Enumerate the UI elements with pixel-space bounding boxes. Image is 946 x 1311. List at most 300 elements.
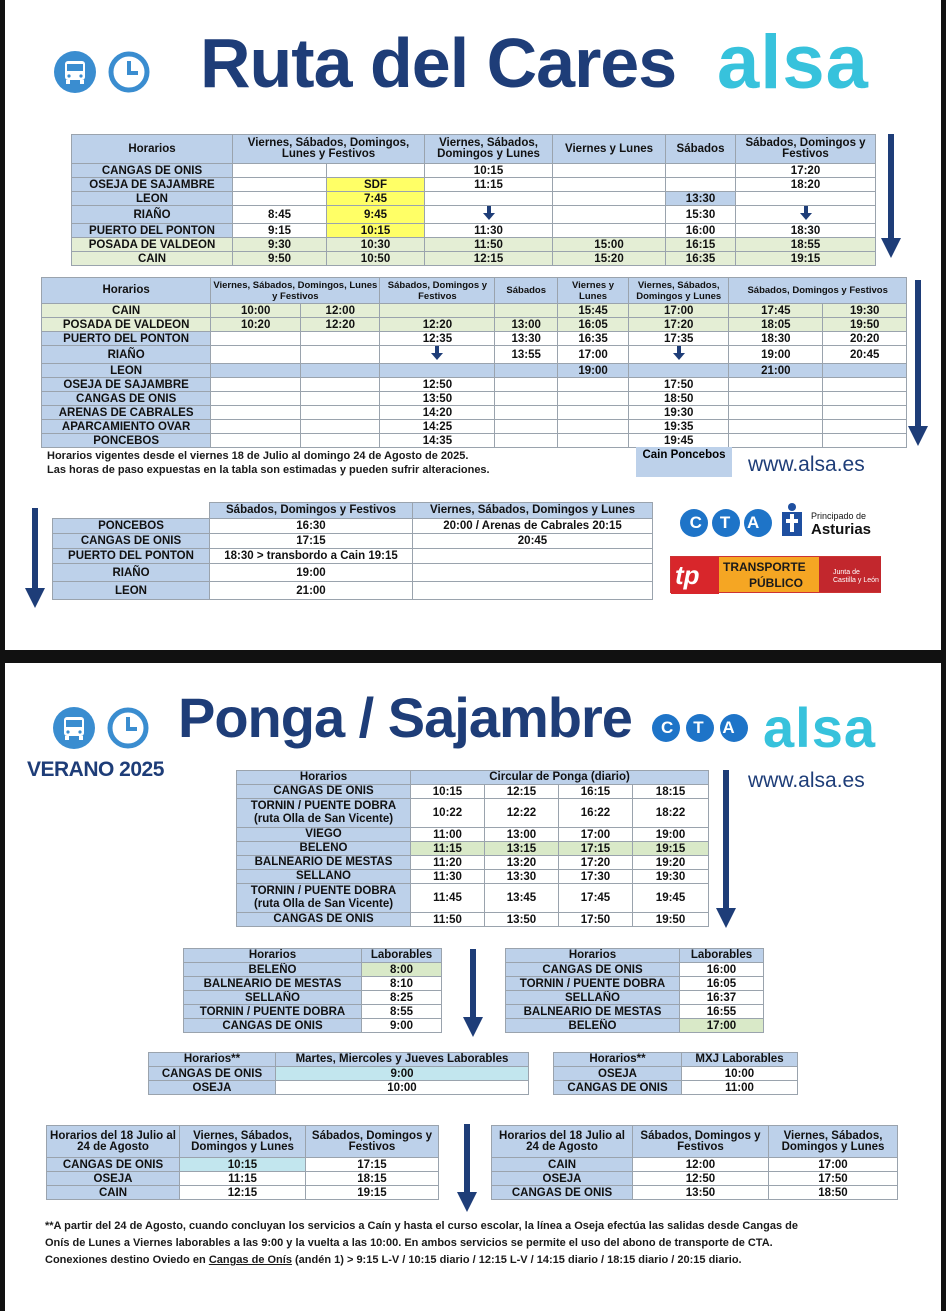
asturias-small-text: Principado de [811, 511, 867, 521]
table-cell: 19:00 [633, 828, 709, 842]
validity-note: Horarios vigentes desde el viernes 18 de Julio al domingo 24 de Agosto de 2025. [47, 450, 469, 462]
table-cell: 18:15 [306, 1172, 439, 1186]
table-cell: 16:30 [210, 519, 413, 534]
table-row [72, 164, 876, 178]
footnote-line: **A partir del 24 de Agosto, cuando concluyan los servicios a Caín y hasta el curso escolar, la línea a Oseja efectúa las salidas desde Cangas de [45, 1220, 798, 1232]
table-cell [211, 378, 301, 392]
table-cell: POSADA DE VALDEON [72, 238, 233, 252]
table-cell: 16:15 [559, 785, 633, 799]
bus-icon [52, 706, 96, 750]
table-cell: 13:30 [485, 870, 559, 884]
table-cell [823, 378, 907, 392]
header-cell: Horarios [72, 135, 233, 164]
table-cell [425, 206, 553, 224]
header-cell: Horarios [184, 949, 362, 963]
footnote-text: Conexiones destino Oviedo en [45, 1254, 209, 1266]
header-cell: Viernes, Sábados, Domingos y Lunes [629, 278, 729, 304]
oseja-return-mxj-table [553, 1052, 798, 1095]
table-cell: VIEGO [237, 828, 411, 842]
table-row [554, 1067, 798, 1081]
table-cell: 13:30 [495, 332, 558, 346]
table-cell: CANGAS DE ONIS [184, 1019, 362, 1033]
table-cell: 15:30 [666, 206, 736, 224]
table-cell: 18:30 [736, 224, 876, 238]
table-cell: 10:15 [180, 1158, 306, 1172]
table-cell: 17:20 [629, 318, 729, 332]
table-cell [495, 364, 558, 378]
header-cell: Horarios** [554, 1053, 682, 1067]
table-cell [823, 420, 907, 434]
tp-text-1: TRANSPORTE [723, 560, 806, 574]
alsa-logo: alsa [717, 20, 869, 105]
table-cell: 11:15 [411, 842, 485, 856]
footnote-line: Onís de Lunes a Viernes laborables a las 9:00 y la vuelta a las 10:00. En ambos servicios se permite el uso del abono de transporte de CTA. [45, 1237, 773, 1249]
table-cell: 17:15 [210, 534, 413, 549]
table-cell: 16:15 [666, 238, 736, 252]
table-cell: BELEÑO [184, 963, 362, 977]
header-cell: Horarios [237, 771, 411, 785]
table-row [492, 1186, 898, 1200]
table-cell [666, 164, 736, 178]
direction-arrow [908, 280, 928, 446]
table-cell: 19:15 [633, 842, 709, 856]
table-cell: TORNIN / PUENTE DOBRA (ruta Olla de San Vicente) [237, 884, 411, 913]
table-cell: 17:50 [559, 913, 633, 927]
table-cell: RIAÑO [42, 346, 211, 364]
header-cell: Horarios [506, 949, 680, 963]
header-cell: Viernes, Sábados, Domingos y Lunes [425, 135, 553, 164]
table-cell: 16:00 [666, 224, 736, 238]
table-row [184, 991, 442, 1005]
ponga-circular-table [236, 770, 709, 927]
table-cell: CAIN [492, 1158, 633, 1172]
table-cell: ARENAS DE CABRALES [42, 406, 211, 420]
table-row [47, 1172, 439, 1186]
season-label: VERANO 2025 [27, 758, 164, 781]
table-row [184, 1019, 442, 1033]
table-cell: OSEJA [149, 1081, 276, 1095]
table-cell: 10:50 [327, 252, 425, 266]
header-cell: Sábados, Domingos y Festivos [729, 278, 907, 304]
table-cell: CAIN [42, 304, 211, 318]
table-header [506, 949, 764, 963]
table-cell: 10:00 [682, 1067, 798, 1081]
table-row [42, 318, 907, 332]
table-cell [553, 206, 666, 224]
table-cell [729, 434, 823, 448]
table-cell: 11:20 [411, 856, 485, 870]
table-cell: 12:15 [485, 785, 559, 799]
website-link[interactable]: www.alsa.es [748, 453, 865, 476]
table-cell: 12:15 [425, 252, 553, 266]
table-cell: 17:20 [559, 856, 633, 870]
table-cell: 17:00 [680, 1019, 764, 1033]
table-cell: 21:00 [210, 582, 413, 600]
table-cell: 17:30 [559, 870, 633, 884]
table-row [184, 977, 442, 991]
table-cell [425, 192, 553, 206]
table-row [72, 238, 876, 252]
table-row [42, 346, 907, 364]
table-cell [736, 192, 876, 206]
table-row [237, 884, 709, 913]
table-cell: 13:50 [380, 392, 495, 406]
table-cell: BALNEARIO DE MESTAS [237, 856, 411, 870]
table-cell: 12:22 [485, 799, 559, 828]
table-row [506, 991, 764, 1005]
table-cell [629, 364, 729, 378]
table-cell: 9:30 [233, 238, 327, 252]
table-cell: 19:20 [633, 856, 709, 870]
table-cell [558, 420, 629, 434]
table-cell: 16:37 [680, 991, 764, 1005]
table-cell [413, 582, 653, 600]
table-cell: 12:00 [301, 304, 380, 318]
table-row [237, 799, 709, 828]
table-cell: 12:15 [180, 1186, 306, 1200]
table-cell: 19:50 [633, 913, 709, 927]
table-cell: CANGAS DE ONIS [47, 1158, 180, 1172]
table-cell [736, 206, 876, 224]
table-cell [301, 364, 380, 378]
table-cell: 14:20 [380, 406, 495, 420]
table-row [53, 564, 653, 582]
table-cell: 19:00 [729, 346, 823, 364]
table-cell [729, 420, 823, 434]
header-cell: Laborables [362, 949, 442, 963]
table-cell: RIAÑO [53, 564, 210, 582]
ponga-sajambre-panel [5, 663, 941, 1311]
cta-text: CTA [661, 718, 755, 737]
table-cell: 8:00 [362, 963, 442, 977]
table-cell: 20:00 / Arenas de Cabrales 20:15 [413, 519, 653, 534]
footnote-line [45, 1252, 925, 1269]
table-cell: 16:35 [666, 252, 736, 266]
table-cell: 20:45 [823, 346, 907, 364]
table-cell: LEON [72, 192, 233, 206]
table-cell: CAIN [72, 252, 233, 266]
table-cell: 12:00 [633, 1158, 769, 1172]
table-cell [558, 406, 629, 420]
table-row [554, 1081, 798, 1095]
table-cell: 11:00 [682, 1081, 798, 1095]
table-cell: 17:45 [729, 304, 823, 318]
header-cell: Circular de Ponga (diario) [411, 771, 709, 785]
table-cell [211, 392, 301, 406]
table-cell: 13:30 [666, 192, 736, 206]
table-cell: 15:20 [553, 252, 666, 266]
table-cell: 16:55 [680, 1005, 764, 1019]
table-row [237, 856, 709, 870]
table-cell [301, 406, 380, 420]
table-cell: PONCEBOS [53, 519, 210, 534]
table-cell: 20:20 [823, 332, 907, 346]
table-cell [301, 332, 380, 346]
header-cell: Sábados [495, 278, 558, 304]
table-cell: TORNIN / PUENTE DOBRA [184, 1005, 362, 1019]
table-cell [301, 392, 380, 406]
table-cell [327, 164, 425, 178]
header-cell: Martes, Miercoles y Jueves Laborables [276, 1053, 529, 1067]
table-header [53, 503, 653, 519]
table-cell: 16:35 [558, 332, 629, 346]
table-cell: 13:15 [485, 842, 559, 856]
table-row [506, 977, 764, 991]
header-cell: Sábados, Domingos y Festivos [380, 278, 495, 304]
table-cell: 9:00 [362, 1019, 442, 1033]
table-cell: 17:50 [629, 378, 729, 392]
header-cell: Viernes, Sábados, Domingos, Lunes y Festivos [233, 135, 425, 164]
junta-logo: Junta de Castilla y León [819, 557, 881, 592]
table-cell: 18:22 [633, 799, 709, 828]
table-cell: BELEÑO [506, 1019, 680, 1033]
alsa-logo: alsa [763, 696, 876, 759]
table-row [53, 582, 653, 600]
clock-icon [106, 706, 150, 750]
table-cell: 11:50 [411, 913, 485, 927]
table-cell: 10:15 [411, 785, 485, 799]
table-cell: 8:45 [233, 206, 327, 224]
table-cell: 17:00 [629, 304, 729, 318]
table-cell: SDF [327, 178, 425, 192]
header-cell: Viernes y Lunes [558, 278, 629, 304]
table-cell [413, 549, 653, 564]
table-row [47, 1158, 439, 1172]
asturias-crest-icon [780, 502, 804, 538]
down-arrow-icon [672, 346, 686, 360]
header-cell: Horarios** [149, 1053, 276, 1067]
table-cell: 18:30 [729, 332, 823, 346]
poncebos-return-table [52, 502, 653, 600]
table-cell: 11:30 [411, 870, 485, 884]
table-cell: 15:45 [558, 304, 629, 318]
table-cell: PONCEBOS [42, 434, 211, 448]
table-row [42, 434, 907, 448]
table-row [492, 1172, 898, 1186]
table-cell [233, 164, 327, 178]
table-cell: SELLAÑO [506, 991, 680, 1005]
table-cell: 17:15 [306, 1158, 439, 1172]
table-row [237, 913, 709, 927]
table-cell: 16:00 [680, 963, 764, 977]
table-cell: OSEJA DE SAJAMBRE [42, 378, 211, 392]
oseja-mxj-table [148, 1052, 529, 1095]
table-cell [823, 406, 907, 420]
down-arrow-icon [430, 346, 444, 360]
table-cell [558, 434, 629, 448]
cangas-afternoon-table [505, 948, 764, 1033]
table-cell: CANGAS DE ONIS [72, 164, 233, 178]
page-title: Ruta del Cares [200, 24, 677, 102]
website-link[interactable]: www.alsa.es [748, 769, 865, 792]
table-header [492, 1126, 898, 1158]
table-cell [495, 434, 558, 448]
table-cell: 10:00 [211, 304, 301, 318]
table-row [506, 963, 764, 977]
cares-outbound-table [71, 134, 876, 266]
table-cell: OSEJA [47, 1172, 180, 1186]
table-cell: CANGAS DE ONIS [149, 1067, 276, 1081]
header-cell: Horarios del 18 Julio al 24 de Agosto [492, 1126, 633, 1158]
table-row [237, 785, 709, 799]
footnote-text: (andén 1) > 9:15 L-V / 10:15 diario / 12:15 L-V / 14:15 diario / 18:15 diario / 20:15 diario. [291, 1254, 742, 1266]
table-cell: 13:55 [495, 346, 558, 364]
table-cell [301, 378, 380, 392]
table-cell [495, 392, 558, 406]
table-cell [666, 178, 736, 192]
table-row [42, 392, 907, 406]
table-cell: 14:35 [380, 434, 495, 448]
down-arrow-icon [482, 206, 496, 220]
table-cell: CANGAS DE ONIS [42, 392, 211, 406]
table-cell: TORNIN / PUENTE DOBRA [506, 977, 680, 991]
table-cell [823, 392, 907, 406]
header-cell: Sábados [666, 135, 736, 164]
table-cell: SELLAÑO [184, 991, 362, 1005]
table-cell: 17:50 [769, 1172, 898, 1186]
table-cell: 19:15 [736, 252, 876, 266]
beleno-morning-table [183, 948, 442, 1033]
table-cell: LEON [42, 364, 211, 378]
table-cell [211, 406, 301, 420]
table-cell: 9:00 [276, 1067, 529, 1081]
table-cell: 10:20 [211, 318, 301, 332]
table-header [554, 1053, 798, 1067]
table-cell [553, 224, 666, 238]
table-cell: 13:00 [495, 318, 558, 332]
table-row [53, 534, 653, 549]
table-cell: 17:35 [629, 332, 729, 346]
table-cell: PUERTO DEL PONTON [53, 549, 210, 564]
header-cell: Sábados, Domingos y Festivos [633, 1126, 769, 1158]
table-cell: PUERTO DEL PONTON [72, 224, 233, 238]
table-row [149, 1081, 529, 1095]
table-cell: 19:30 [629, 406, 729, 420]
table-cell: CANGAS DE ONIS [237, 785, 411, 799]
table-cell: 18:55 [736, 238, 876, 252]
table-cell: OSEJA [492, 1172, 633, 1186]
table-cell: 9:15 [233, 224, 327, 238]
table-cell: 16:22 [559, 799, 633, 828]
table-cell: 21:00 [729, 364, 823, 378]
table-cell: CANGAS DE ONIS [506, 963, 680, 977]
table-cell [413, 564, 653, 582]
table-cell: 15:00 [553, 238, 666, 252]
table-cell: 17:15 [559, 842, 633, 856]
table-cell: 13:20 [485, 856, 559, 870]
direction-arrow [881, 134, 901, 258]
table-row [42, 332, 907, 346]
table-cell [823, 434, 907, 448]
cain-return-table [491, 1125, 898, 1200]
header-cell: MXJ Laborables [682, 1053, 798, 1067]
table-cell [211, 420, 301, 434]
table-cell: 17:00 [769, 1158, 898, 1172]
table-row [237, 828, 709, 842]
table-cell: 19:35 [629, 420, 729, 434]
header-cell: Sábados, Domingos y Festivos [306, 1126, 439, 1158]
table-row [72, 192, 876, 206]
table-cell: 19:00 [210, 564, 413, 582]
table-header [47, 1126, 439, 1158]
table-cell [211, 346, 301, 364]
table-cell [553, 164, 666, 178]
direction-arrow [457, 1124, 477, 1212]
table-cell: 13:45 [485, 884, 559, 913]
table-cell: BELEÑO [237, 842, 411, 856]
direction-arrow [463, 949, 483, 1037]
table-cell: 10:15 [327, 224, 425, 238]
table-cell: RIAÑO [72, 206, 233, 224]
table-cell: 19:45 [629, 434, 729, 448]
table-cell: 11:15 [180, 1172, 306, 1186]
table-cell: 14:25 [380, 420, 495, 434]
table-cell [495, 420, 558, 434]
table-cell [301, 346, 380, 364]
table-cell: 20:45 [413, 534, 653, 549]
table-cell: 16:05 [558, 318, 629, 332]
clock-icon [107, 50, 151, 94]
down-arrow-icon [799, 206, 813, 220]
table-row [72, 206, 876, 224]
header-cell: Viernes, Sábados, Domingos y Lunes [769, 1126, 898, 1158]
table-cell: 8:10 [362, 977, 442, 991]
table-cell [233, 178, 327, 192]
table-cell: 12:50 [633, 1172, 769, 1186]
table-cell: 17:20 [736, 164, 876, 178]
table-row [72, 252, 876, 266]
table-cell [211, 364, 301, 378]
table-cell: 9:45 [327, 206, 425, 224]
header-cell: Laborables [680, 949, 764, 963]
ruta-del-cares-panel [5, 0, 941, 650]
table-header [237, 771, 709, 785]
table-cell: 17:45 [559, 884, 633, 913]
table-row [237, 870, 709, 884]
table-cell [233, 192, 327, 206]
table-cell [823, 364, 907, 378]
table-cell: PUERTO DEL PONTON [42, 332, 211, 346]
table-cell [211, 332, 301, 346]
table-cell: 18:05 [729, 318, 823, 332]
table-cell: 11:00 [411, 828, 485, 842]
cares-return-table [41, 277, 907, 448]
table-cell: 10:22 [411, 799, 485, 828]
bus-icon [53, 50, 97, 94]
table-cell [301, 434, 380, 448]
table-cell [495, 304, 558, 318]
cain-poncebos-label: Cain Poncebos [636, 447, 732, 477]
direction-arrow [716, 770, 736, 928]
table-row [42, 406, 907, 420]
table-cell: 18:50 [769, 1186, 898, 1200]
table-cell [380, 304, 495, 318]
table-row [184, 1005, 442, 1019]
table-header [42, 278, 907, 304]
header-cell: Viernes, Sábados, Domingos, Lunes y Festivos [211, 278, 380, 304]
table-cell: APARCAMIENTO OVAR [42, 420, 211, 434]
table-row [53, 549, 653, 564]
table-cell: OSEJA [554, 1067, 682, 1081]
table-cell: CAIN [47, 1186, 180, 1200]
estimate-note: Las horas de paso expuestas en la tabla son estimadas y pueden sufrir alteraciones. [47, 464, 490, 476]
table-cell: 19:50 [823, 318, 907, 332]
table-cell [211, 434, 301, 448]
table-cell: 17:00 [558, 346, 629, 364]
table-cell: 18:50 [629, 392, 729, 406]
table-cell [629, 346, 729, 364]
table-cell: 12:20 [301, 318, 380, 332]
